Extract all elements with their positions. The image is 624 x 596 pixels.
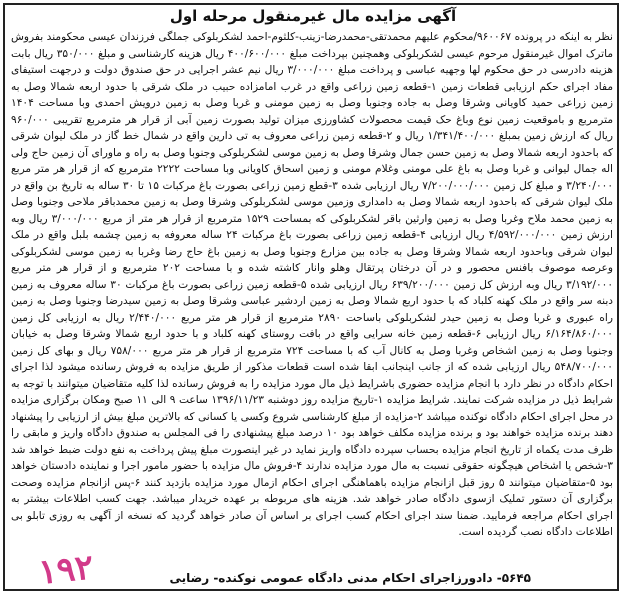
notice-frame xyxy=(3,3,619,591)
handwritten-number-stamp: ۱۹۲ xyxy=(36,547,96,593)
notice-footer: ۵۶۴۵- دادورزاجرای احکام مدنی دادگاه عمومی نوکنده- رضایی xyxy=(169,571,531,585)
notice-body: نظر به اینکه در پرونده ۹۶۰۰۶۷/محکوم علیهم محمدتقی-محمدرضا-زینب-کلثوم-احمد لشکربلوکی جملگی فرزندان عیسی محکومند بفروش ماترک اموال غیرمنقول مرحوم عیسی لشکربلوکی وهمچنین بپرداخت مبلغ ۴۰۰/۶۰۰/۰۰۰ ریال هزینه کارشناسی و مبلغ ۳۵۰/۰۰۰ ریال بابت هزینه دادرسی در حق محکوم لها وجهیه عباسی و پرداخت مبلغ ۳/۰۰۰/۰۰۰ ریال نیم عشر اجرایی در حق صندوق دولت و درجهت استیفای مفاد اجرای حکم ارزیابی قطعات زمین ۱-قطعه زمین زراعی واقع در غرب امامزاده حبیب در ملک شرقی با حدود اربعه شمالا وصل به زمین زراعی حمید کاویانی وشرقا وصل به جاده وجنوبا وصل به زمین مومنی و غربا وصل به زمین درویش احمدی وبا مساحت ۱۴۰۴ مترمربع و باموقعیت زمین نوع وباغ حک قیمت محصولات کشاورزی میزان تولید بصورت زمین آبی از قرار هر مترمربع تقریبی ۹۶۰/۰۰۰ ریال که ارزش زمین بمبلغ ۱/۳۴۱/۴۰۰/۰۰۰ ریال و ۲-قطعه زمین زراعی معروف به تی دارین واقع در شمال خط گاز در ملک لیوان شرقی که باحدود اربعه شمالا وصل به زمین حسن جمال وشرقا وصل به زمین موسی لشکربلوکی وجنوبا وصل به راه و ماورای آن زمین حاج ولی اله جمال لیوانی و غربا وصل به باغ علی مومنی وغلام مومنی و زمین اسحاق کاویانی وبا مساحت ۲۲۲۲ مترمربع که از قرار هر متر مربع ۳/۲۴۰/۰۰۰ و مبلغ کل زمین ۷/۲۰۰/۰۰۰/۰۰۰ ریال ارزیابی شده ۳-قطع زمین زراعی بصورت باغ مرکبات ۱۵ تا ۳۰ ساله به تاریخ بن واقع در ملک لیوان شرقی که باحدود اربعه شمالا وصل به دامداری وزمین موسی لشکربلوکی وشرقا وصل به زمین محمدباقر ملاحی وجنوبا وصل به زمین محمد ملاح وغربا وصل به زمین وارثین باقر لشکربلوکی که بمساحت ۱۵۲۹ مترمربع از قرار هر متر از مربع ۳/۰۰۰/۰۰۰ ریال وبه ارزش زمین ۴/۵۹۲/۰۰۰/۰۰۰ ریال ارزیابی ۴-قطعه زمین زراعی بصورت باغ مرکبات ۲۴ ساله معروفه به زمین چشمه بلبل واقع در ملک لیوان شرقی وباحدود اربعه شمالا وشرقا وصل به جاده بین مزارع وجنوبا وصل به زمین باغ حاج رضا وغربا به زمین موسی لشکربلوکی وعرصه موصوف بافنس محصور و در آن درختان پرتقال وهلو وانار کاشته شده و با مساحت ۲۰۲ مترمربع و از قرار هر متر مربع ۳/۱۹۲/۰۰۰ ریال وبه ارزش کل زمین ۶۳۹/۲۰۰/۰۰۰ ریال ارزیابی شده ۵-قطعه زمین زراعی بصورت باغ مرکبات ۳۰ ساله معروف به زمین دبنه سر واقع در ملک کهنه کلباد که با حدود اربع شمالا وصل به زمین اردشیر عباسی وشرقا وصل به زمین سیدرضا وجنوبا وصل به زمین راه عبوری و غربا وصل به زمین حیدر لشکربلوکی باساحت ۲۸۹۰ مترمربع از قرار هر متر مربع ۲/۴۴۰/۰۰۰ ریال به ارزیابی کل زمین ۶/۱۶۴/۸۶۰/۰۰۰ ریال ارزیابی ۶-قطعه زمین خانه سرایی واقع در بافت روستای کهنه کلباد و با حدود اربع شمالا وشرقا وصل به خیابان وجنوبا وصل به زمین اشخاص وغربا وصل به کانال آب که با مساحت ۷۲۴ مترمربع از قرار هر متر مربع ۷۵۸/۰۰۰ ریال و بهای کل زمین ۵۴۸/۷۰۰/۰۰۰ ریال ارزیابی شده که از جانب اینجانب ابقا شده است قطعات مذکور از طریق مزایده به فروش رسانده میشود لذا اجرای احکام دادگاه در نظر دارد با انجام مزایده حضوری باشرایط ذیل مال مورد مزایده را به فروش رسانده لذا کلیه متقاضیان میتوانند با توجه به شرایط ذیل در مزایده شرکت نمایند. شرایط مزایده ۱-تاریخ مزایده روز دوشنبه ۱۳۹۶/۱۱/۲۳ ساعت ۹ الی ۱۱ صبح ومکان برگزاری مزایده در محل اجرای احکام دادگاه نوکنده میباشد ۲-مزایده از مبلغ کارشناسی شروع وکسی یا کسانی که بالاترین مبلغ بیش از ارزیابی را پیشنهاد دهند برنده مزایده خواهند بود و برنده مزایده مکلف خواهد بود ۱۰ درصد مبلغ پیشنهادی را فی المجلس به صندوق دادگاه واریز و مابقی را ظرف مدت یکماه از تاریخ انجام مزایده بحساب سپرده دادگاه واریز نماید در غیر اینصورت مبلغ پیش پرداخت به نفع دولت ضبط خواهد شد ۳-شخص یا اشخاص هیچگونه حقوقی نسبت به مال مورد مزایده ندارند ۴-فروش مال مزایده با حضور مامور اجرا و نماینده دادستان خواهد بود ۵-متقاضیان میتوانند ۵ روز قبل ازانجام مزایده باهماهنگی اجرای احکام ازمال مورد مزایده بازدید کنند ۶-پس ازانجام مزایده وصحت برگزاری آن دستور تملیک ازسوی دادگاه صادر خواهد شد. هزینه های مربوطه بر عهده خریدار میباشد. جهت کسب اطلاعات بیشتر به اجرای احکام مراجعه فرمایید. ضمنا سند اجرای احکام کسب اجرای بر اساس آن صادر خواهد گردید که نسخه از آگهی به روزی تابلو بی اطلاعات دادگاه نصب گردیده است. xyxy=(11,31,613,538)
notice-title: آگهی مزایده مال غیرمنقول مرحله اول xyxy=(169,7,457,25)
